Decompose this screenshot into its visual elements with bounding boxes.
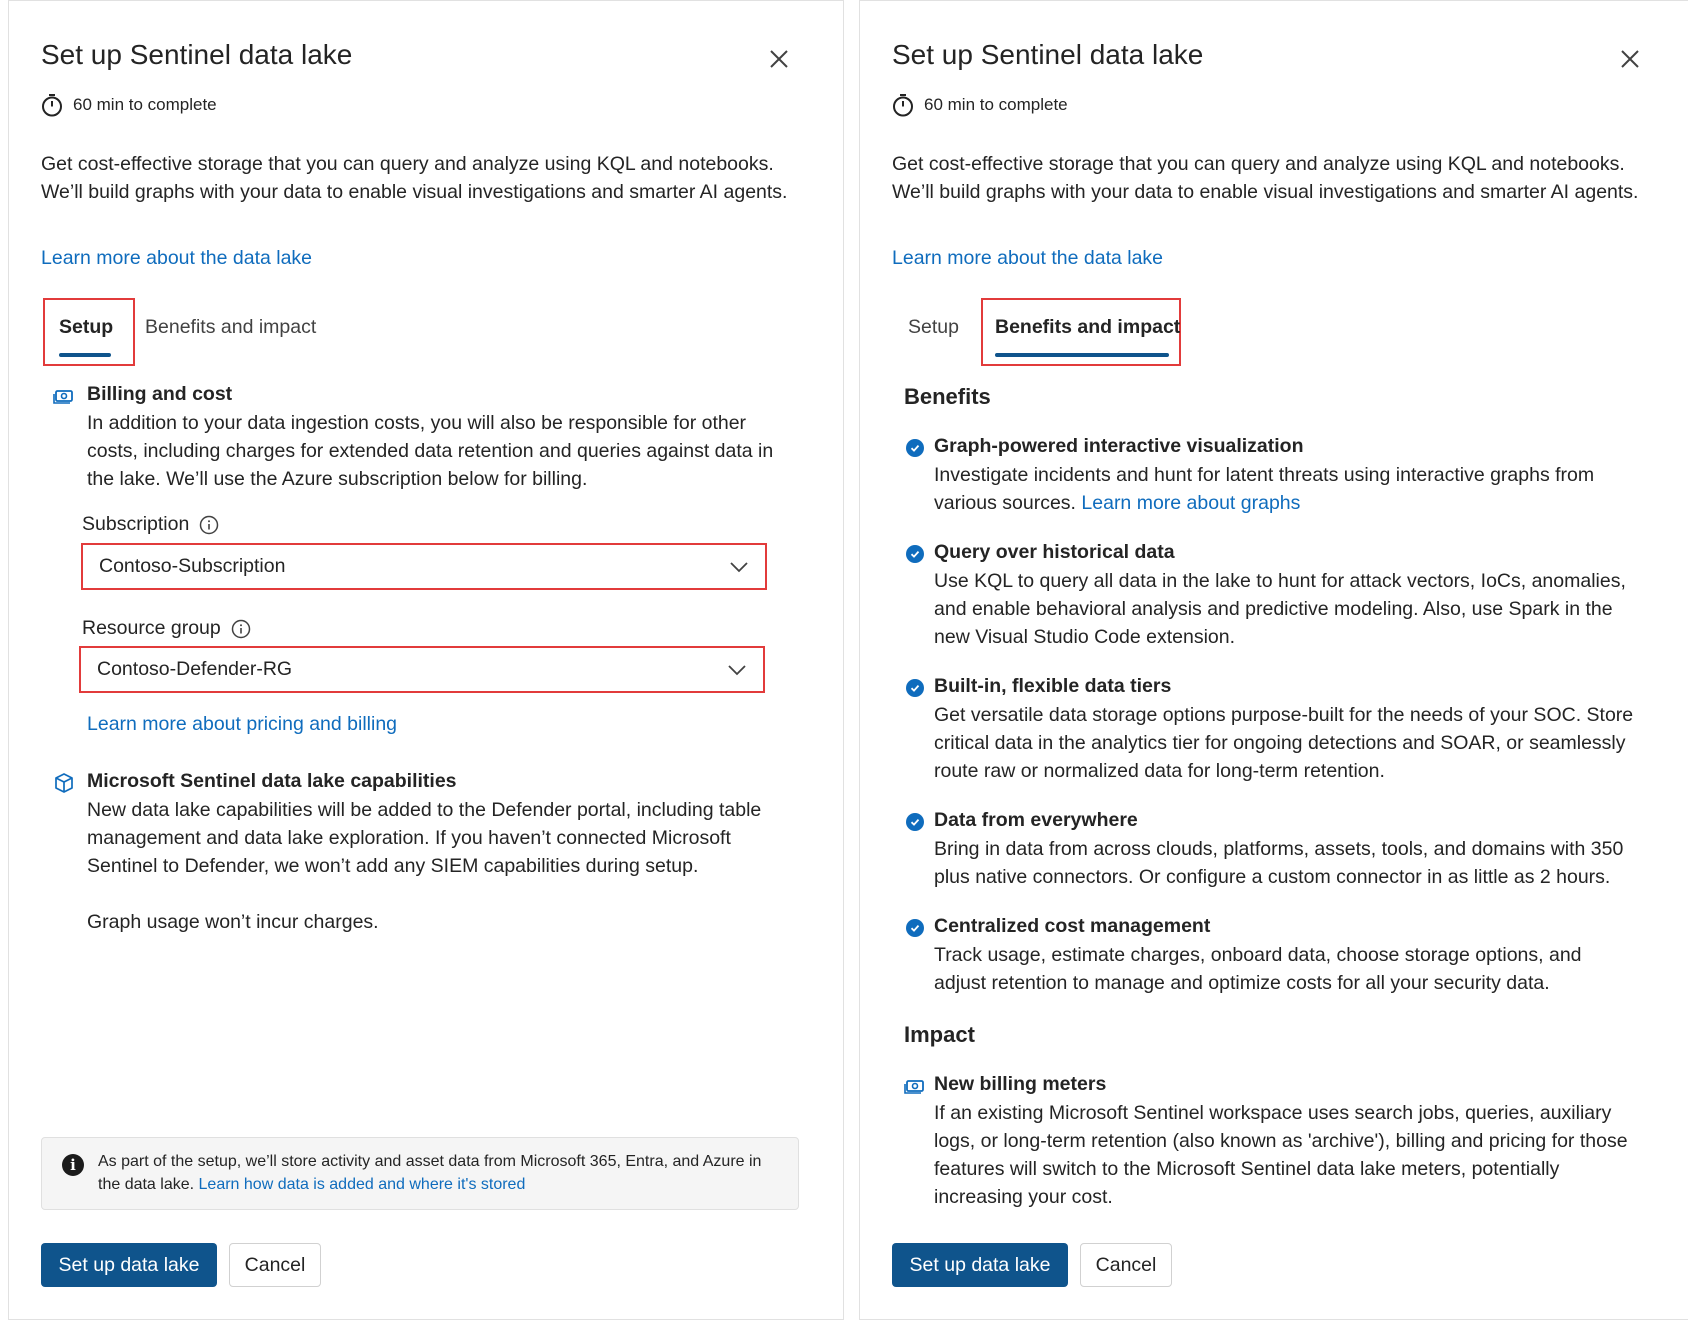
info-filled-icon: i xyxy=(62,1154,84,1176)
close-icon xyxy=(769,49,789,69)
subscription-dropdown[interactable] xyxy=(81,543,767,590)
cube-icon xyxy=(53,772,75,794)
money-icon xyxy=(904,1075,926,1097)
capabilities-note: Graph usage won’t incur charges. xyxy=(87,911,379,933)
info-bar-text: As part of the setup, we’ll store activity and asset data from Microsoft 365, Entra, and Azure in the data lake. xyxy=(98,1153,762,1193)
cancel-button[interactable]: Cancel xyxy=(229,1243,321,1287)
impact-title: New billing meters xyxy=(934,1073,1107,1095)
dialog-title: Set up Sentinel data lake xyxy=(892,39,1204,70)
subscription-label xyxy=(82,513,219,536)
close-button[interactable] xyxy=(1616,45,1644,73)
subscription-label-text: Subscription xyxy=(82,513,190,535)
benefits-dialog xyxy=(859,0,1688,1320)
tab-setup[interactable]: Setup xyxy=(908,316,959,338)
benefits-heading: Benefits xyxy=(904,384,991,409)
learn-more-graphs-link[interactable]: Learn more about graphs xyxy=(1081,492,1301,514)
duration-text: 60 min to complete xyxy=(73,95,217,114)
benefit-title: Built-in, flexible data tiers xyxy=(934,675,1172,697)
chevron-down-icon xyxy=(729,561,749,573)
cancel-button[interactable]: Cancel xyxy=(1080,1243,1172,1287)
benefit-body: Bring in data from across clouds, platforms, assets, tools, and domains with 350 plus native connectors. Or configure a custom connector in as little as 2 hours. xyxy=(934,838,1624,888)
info-icon[interactable] xyxy=(231,619,251,639)
checkmark-icon xyxy=(906,813,924,831)
impact-icon-wrap xyxy=(904,1075,926,1102)
info-icon[interactable] xyxy=(199,515,219,535)
learn-more-data-lake-link[interactable]: Learn more about the data lake xyxy=(41,247,313,269)
duration-text: 60 min to complete xyxy=(924,95,1068,114)
tab-active-indicator xyxy=(995,353,1169,357)
checkmark-icon xyxy=(906,545,924,563)
impact-body: If an existing Microsoft Sentinel workspace uses search jobs, queries, auxiliary logs, or long-term retention (also known as 'archive'), billing and pricing for those features will switch to the Microsoft Sentinel data lake meters, potentially increasing your cost. xyxy=(934,1102,1628,1208)
checkmark-icon xyxy=(906,919,924,937)
benefit-title: Query over historical data xyxy=(934,541,1175,563)
chevron-down-icon xyxy=(727,664,747,676)
duration xyxy=(892,93,1068,117)
benefit-title: Graph-powered interactive visualization xyxy=(934,435,1304,457)
money-icon xyxy=(53,385,75,407)
dialog-description: Get cost-effective storage that you can query and analyze using KQL and notebooks. We’ll build graphs with your data to enable visual investigations and smarter AI agents. xyxy=(41,153,788,203)
resource-group-dropdown[interactable] xyxy=(79,646,765,693)
benefit-body: Use KQL to query all data in the lake to hunt for attack vectors, IoCs, anomalies, and enable behavioral analysis and predictive modeling. Also, use Spark in the new Visual Studio Code extension. xyxy=(934,570,1626,648)
timer-icon xyxy=(892,93,914,117)
capabilities-title: Microsoft Sentinel data lake capabilities xyxy=(87,770,457,792)
duration xyxy=(41,93,217,117)
dialog-description: Get cost-effective storage that you can query and analyze using KQL and notebooks. We’ll build graphs with your data to enable visual investigations and smarter AI agents. xyxy=(892,153,1639,203)
learn-more-data-lake-link[interactable]: Learn more about the data lake xyxy=(892,247,1164,269)
benefit-title: Centralized cost management xyxy=(934,915,1211,937)
benefit-body xyxy=(934,461,1634,517)
resource-group-label xyxy=(82,617,251,640)
resource-group-value: Contoso-Defender-RG xyxy=(97,658,293,680)
close-icon xyxy=(1620,49,1640,69)
data-storage-link[interactable]: Learn how data is added and where it's stored xyxy=(198,1176,526,1193)
capabilities-section-icon-wrap xyxy=(53,772,75,799)
resource-group-label-text: Resource group xyxy=(82,617,221,639)
setup-dialog xyxy=(8,0,844,1320)
timer-icon xyxy=(41,93,63,117)
tab-active-indicator xyxy=(59,353,111,357)
info-message-bar xyxy=(41,1137,799,1210)
billing-body: In addition to your data ingestion costs, you will also be responsible for other costs, including charges for extended data retention and queries against data in the lake. We’ll use the Azure subscription below for billing. xyxy=(87,412,774,490)
checkmark-icon xyxy=(906,439,924,457)
setup-data-lake-button[interactable]: Set up data lake xyxy=(892,1243,1068,1287)
billing-section-icon-wrap xyxy=(53,385,75,412)
tab-benefits-and-impact[interactable]: Benefits and impact xyxy=(145,316,317,338)
close-button[interactable] xyxy=(765,45,793,73)
pricing-billing-link[interactable]: Learn more about pricing and billing xyxy=(87,713,398,735)
impact-heading: Impact xyxy=(904,1022,975,1047)
tab-setup[interactable]: Setup xyxy=(59,316,114,338)
dialog-title: Set up Sentinel data lake xyxy=(41,39,353,70)
setup-data-lake-button[interactable]: Set up data lake xyxy=(41,1243,217,1287)
benefit-body: Track usage, estimate charges, onboard data, choose storage options, and adjust retention to manage and optimize costs for all your security data. xyxy=(934,944,1582,994)
billing-title: Billing and cost xyxy=(87,383,233,405)
subscription-value: Contoso-Subscription xyxy=(99,555,286,577)
benefit-title: Data from everywhere xyxy=(934,809,1138,831)
capabilities-body: New data lake capabilities will be added to the Defender portal, including table management and data lake exploration. If you haven’t connected Microsoft Sentinel to Defender, we won’t add any SIEM capabilities during setup. xyxy=(87,799,762,877)
checkmark-icon xyxy=(906,679,924,697)
benefit-body: Get versatile data storage options purpose-built for the needs of your SOC. Store critical data in the analytics tier for ongoing detections and SOAR, or seamlessly route raw or normalized data for long-term retention. xyxy=(934,704,1634,782)
benefit-body-text: Investigate incidents and hunt for latent threats using interactive graphs from various sources. xyxy=(934,464,1595,514)
tab-benefits-and-impact[interactable]: Benefits and impact xyxy=(995,316,1181,338)
